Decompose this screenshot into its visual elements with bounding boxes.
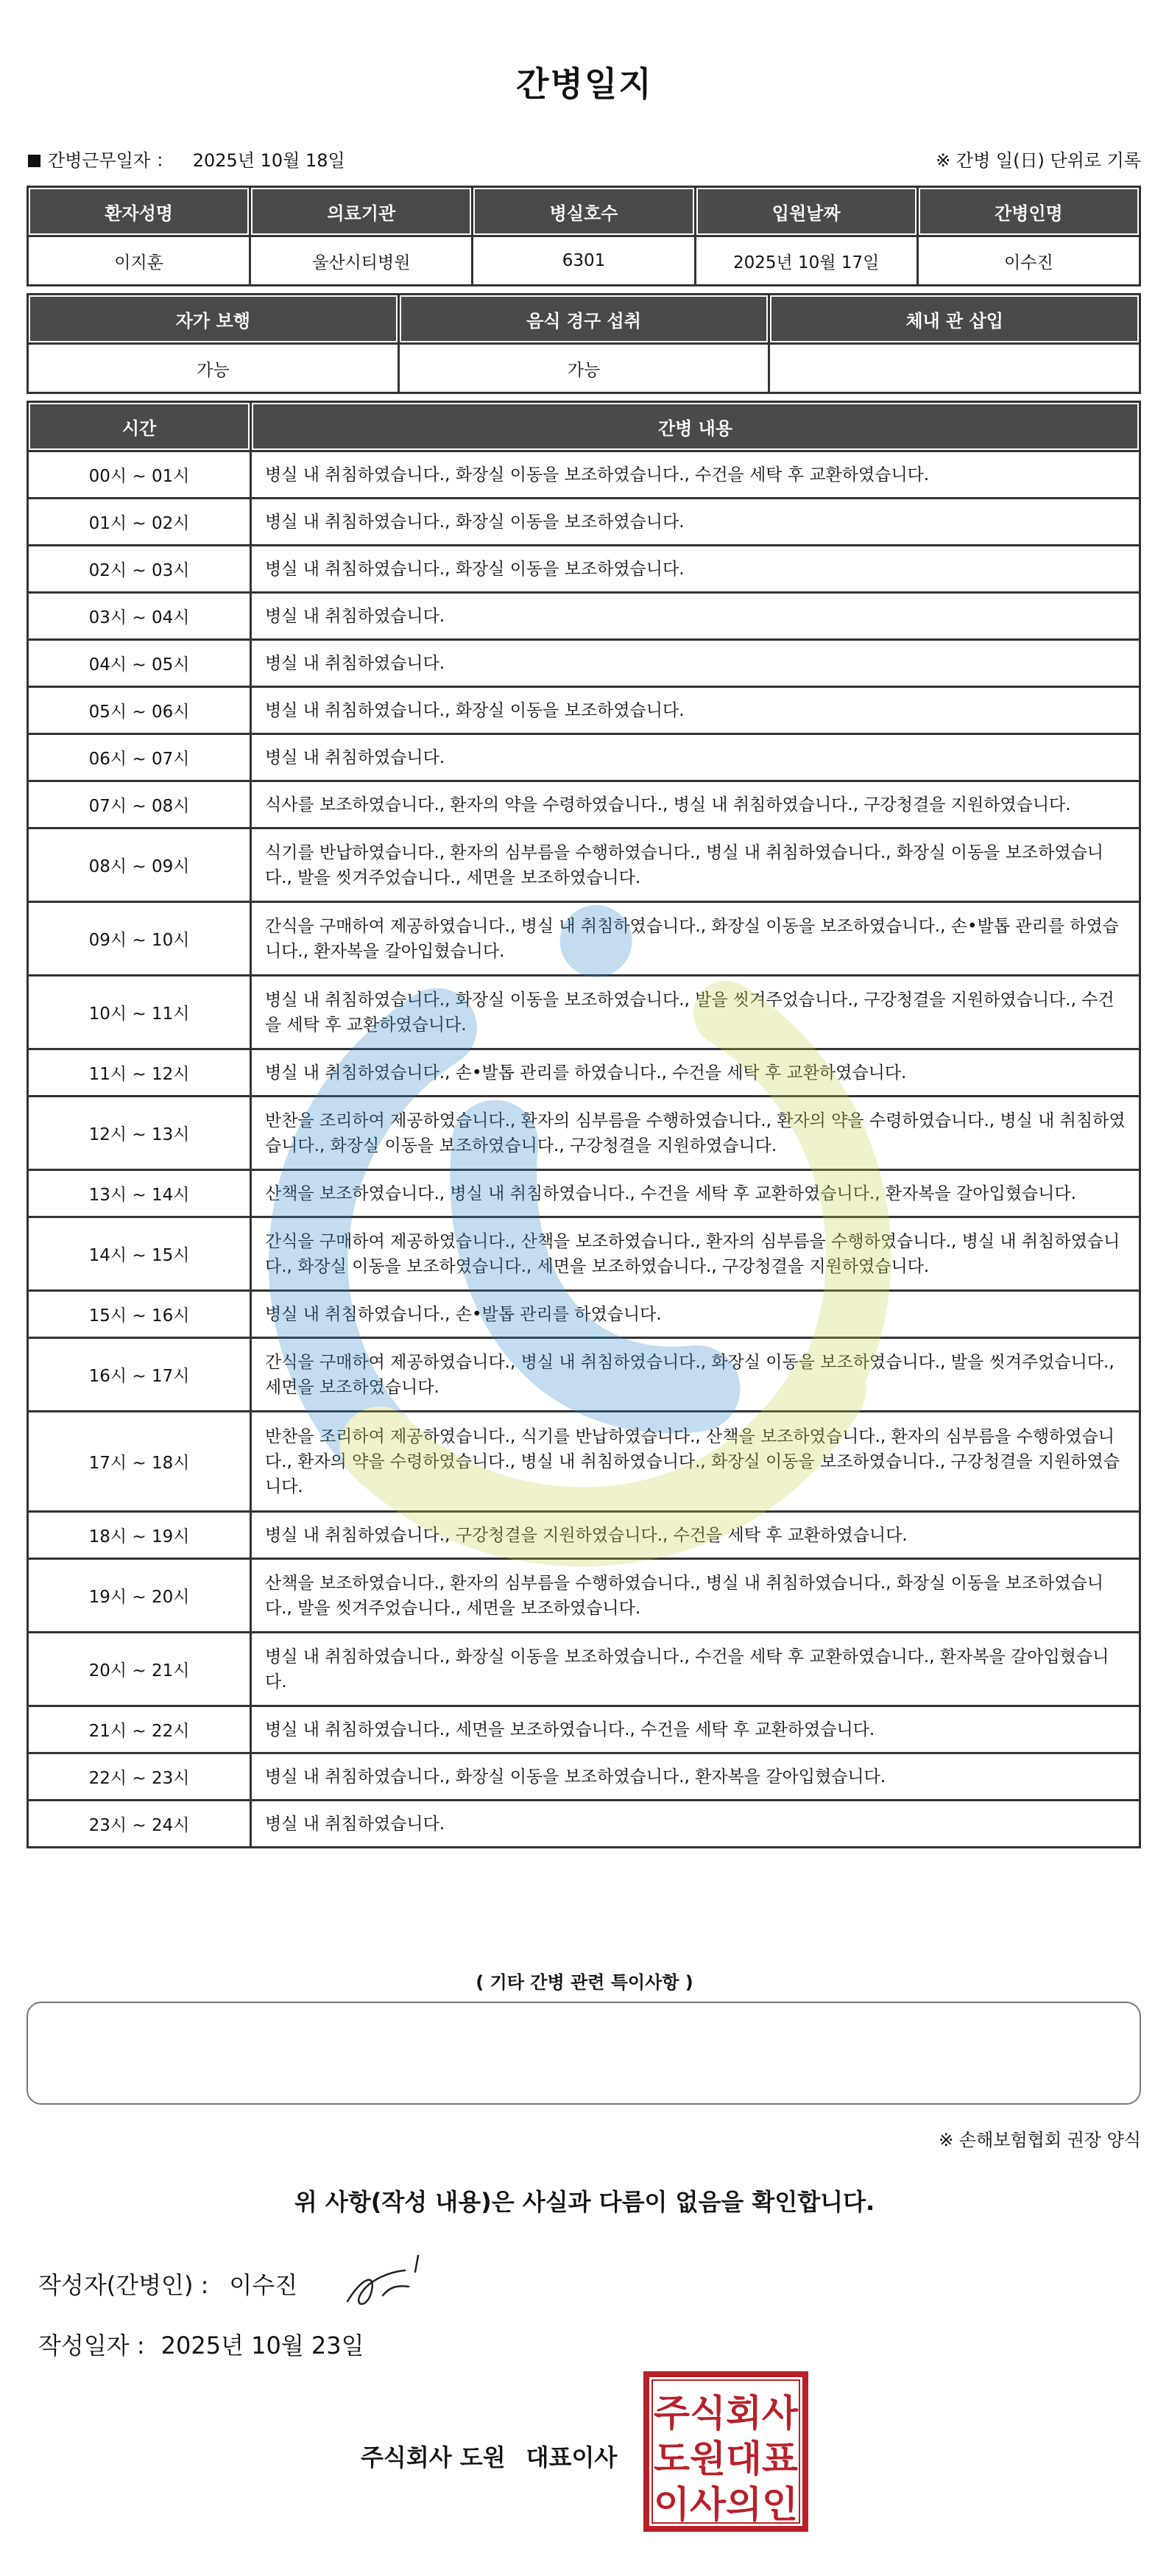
- tube-insertion-value: [769, 344, 1140, 393]
- log-time: 21시 ~ 22시: [28, 1706, 251, 1753]
- bullet-square-icon: [28, 155, 40, 167]
- log-time: 18시 ~ 19시: [28, 1512, 251, 1559]
- log-content: 반찬을 조리하여 제공하였습니다., 환자의 심부름을 수행하였습니다., 환자의 약을 수령하였습니다., 병실 내 취침하였습니다., 화장실 이동을 보조하였습니다., 구강청결을 지원하였습니다.: [251, 1097, 1140, 1170]
- log-content: 병실 내 취침하였습니다., 화장실 이동을 보조하였습니다.: [251, 499, 1140, 546]
- log-content: 식기를 반납하였습니다., 환자의 심부름을 수행하였습니다., 병실 내 취침하였습니다., 화장실 이동을 보조하였습니다., 발을 씻겨주었습니다., 세면을 보조하였습니다.: [251, 828, 1140, 902]
- patient-info-header: 환자성명: [28, 187, 250, 236]
- writer-label: 작성자(간병인) :: [38, 2271, 209, 2299]
- log-row: [28, 451, 1140, 499]
- log-row: [28, 1706, 1140, 1753]
- log-time: 19시 ~ 20시: [28, 1559, 251, 1633]
- svg-text:이사의인: 이사의인: [654, 2483, 798, 2526]
- log-time: 00시 ~ 01시: [28, 451, 251, 499]
- writer-name: 이수진: [229, 2271, 298, 2299]
- write-date-line: [38, 2327, 364, 2361]
- log-row: [28, 687, 1140, 734]
- log-header-time: 시간: [28, 402, 251, 451]
- log-header-content: 간병 내용: [251, 402, 1140, 451]
- log-content: 병실 내 취침하였습니다., 화장실 이동을 보조하였습니다., 수건을 세탁 후 교환하였습니다., 환자복을 갈아입혔습니다.: [251, 1633, 1140, 1706]
- status-header: 음식 경구 섭취: [398, 295, 769, 344]
- log-time: 10시 ~ 11시: [28, 976, 251, 1049]
- log-time: 11시 ~ 12시: [28, 1049, 251, 1097]
- title: 간병일지: [516, 64, 653, 104]
- log-content: 병실 내 취침하였습니다., 화장실 이동을 보조하였습니다.: [251, 687, 1140, 734]
- log-time: 23시 ~ 24시: [28, 1801, 251, 1848]
- log-row: [28, 828, 1140, 902]
- log-time: 01시 ~ 02시: [28, 499, 251, 546]
- log-content: 산책을 보조하였습니다., 병실 내 취침하였습니다., 수건을 세탁 후 교환하였습니다., 환자복을 갈아입혔습니다.: [251, 1170, 1140, 1217]
- log-time: 22시 ~ 23시: [28, 1753, 251, 1801]
- log-content: 병실 내 취침하였습니다., 화장실 이동을 보조하였습니다., 발을 씻겨주었습니다., 구강청결을 지원하였습니다., 수건을 세탁 후 교환하였습니다.: [251, 976, 1140, 1049]
- log-row: [28, 1291, 1140, 1338]
- log-row: [28, 1801, 1140, 1848]
- recommend-note: ※ 손해보험협회 권장 양식: [939, 2130, 1141, 2150]
- work-date-label: 간병근무일자 ：: [48, 150, 174, 171]
- patient-status-table: [27, 293, 1141, 394]
- write-date-value: 2025년 10월 23일: [160, 2332, 364, 2359]
- patient-name: 이지훈: [28, 236, 250, 286]
- work-date-value: 2025년 10월 18일: [192, 150, 345, 171]
- log-row: [28, 499, 1140, 546]
- log-content: 병실 내 취침하였습니다.: [251, 640, 1140, 687]
- log-content: 식사를 보조하였습니다., 환자의 약을 수령하였습니다., 병실 내 취침하였습니다., 구강청결을 지원하였습니다.: [251, 781, 1140, 828]
- log-row: [28, 593, 1140, 640]
- log-time: 20시 ~ 21시: [28, 1633, 251, 1706]
- log-row: [28, 1049, 1140, 1097]
- signature-image: [339, 2250, 438, 2316]
- caregiver-name: 이수진: [917, 236, 1140, 286]
- log-time: 02시 ~ 03시: [28, 546, 251, 593]
- log-row: [28, 734, 1140, 781]
- log-row: [28, 1559, 1140, 1633]
- log-row: [28, 1512, 1140, 1559]
- log-content: 병실 내 취침하였습니다.: [251, 593, 1140, 640]
- log-content: 병실 내 취침하였습니다., 화장실 이동을 보조하였습니다., 수건을 세탁 후 교환하였습니다.: [251, 451, 1140, 499]
- log-time: 13시 ~ 14시: [28, 1170, 251, 1217]
- log-time: 16시 ~ 17시: [28, 1338, 251, 1412]
- log-content: 병실 내 취침하였습니다., 화장실 이동을 보조하였습니다., 환자복을 갈아입혔습니다.: [251, 1753, 1140, 1801]
- company-line: [361, 2439, 617, 2473]
- log-content: 반찬을 조리하여 제공하였습니다., 식기를 반납하였습니다., 산책을 보조하였습니다., 환자의 심부름을 수행하였습니다., 환자의 약을 수령하였습니다., 병실 내 취침하였습니다., 화장실 이동을 보조하였습니다., 구강청결을 지원하였습니다.: [251, 1412, 1140, 1512]
- room-number: 6301: [473, 236, 695, 286]
- svg-text:주식회사: 주식회사: [654, 2392, 799, 2435]
- confirm-statement: 위 사항(작성 내용)은 사실과 다름이 없음을 확인합니다.: [294, 2188, 875, 2216]
- hospital-name: 울산시티병원: [250, 236, 473, 286]
- notes-box: [27, 2002, 1141, 2105]
- self-walking-value: 가능: [28, 344, 399, 393]
- work-date-line: [28, 146, 345, 172]
- company-name: 주식회사 도원: [361, 2443, 506, 2471]
- log-time: 06시 ~ 07시: [28, 734, 251, 781]
- log-content: 간식을 구매하여 제공하였습니다., 병실 내 취침하였습니다., 화장실 이동을 보조하였습니다., 손•발톱 관리를 하였습니다., 환자복을 갈아입혔습니다.: [251, 902, 1140, 976]
- log-content: 병실 내 취침하였습니다., 손•발톱 관리를 하였습니다.: [251, 1291, 1140, 1338]
- patient-info-header: 병실호수: [473, 187, 695, 236]
- log-content: 병실 내 취침하였습니다.: [251, 734, 1140, 781]
- log-row: [28, 546, 1140, 593]
- log-content: 병실 내 취침하였습니다., 손•발톱 관리를 하였습니다., 수건을 세탁 후 교환하였습니다.: [251, 1049, 1140, 1097]
- status-header: 체내 관 삽입: [769, 295, 1140, 344]
- log-time: 15시 ~ 16시: [28, 1291, 251, 1338]
- patient-info-header: 입원날짜: [695, 187, 917, 236]
- log-row: [28, 781, 1140, 828]
- log-time: 12시 ~ 13시: [28, 1097, 251, 1170]
- svg-text:도원대표: 도원대표: [654, 2438, 799, 2480]
- company-role: 대표이사: [526, 2443, 618, 2471]
- log-row: [28, 1170, 1140, 1217]
- log-row: [28, 1753, 1140, 1801]
- admission-date: 2025년 10월 17일: [695, 236, 917, 286]
- log-time: 09시 ~ 10시: [28, 902, 251, 976]
- log-content: 간식을 구매하여 제공하였습니다., 산책을 보조하였습니다., 환자의 심부름을 수행하였습니다., 병실 내 취침하였습니다., 화장실 이동을 보조하였습니다., 세면을 보조하였습니다., 구강청결을 지원하였습니다.: [251, 1217, 1140, 1291]
- log-content: 병실 내 취침하였습니다., 화장실 이동을 보조하였습니다.: [251, 546, 1140, 593]
- log-time: 08시 ~ 09시: [28, 828, 251, 902]
- log-row: [28, 976, 1140, 1049]
- log-content: 병실 내 취침하였습니다.: [251, 1801, 1140, 1848]
- log-row: [28, 902, 1140, 976]
- patient-info-table: [27, 186, 1141, 286]
- log-row: [28, 1338, 1140, 1412]
- log-row: [28, 1217, 1140, 1291]
- write-date-label: 작성일자 :: [38, 2332, 145, 2359]
- care-log-table: [27, 401, 1141, 1848]
- log-row: [28, 1097, 1140, 1170]
- log-content: 간식을 구매하여 제공하였습니다., 병실 내 취침하였습니다., 화장실 이동을 보조하였습니다., 발을 씻겨주었습니다., 세면을 보조하였습니다.: [251, 1338, 1140, 1412]
- log-time: 07시 ~ 08시: [28, 781, 251, 828]
- log-time: 05시 ~ 06시: [28, 687, 251, 734]
- oral-intake-value: 가능: [398, 344, 769, 393]
- log-time: 14시 ~ 15시: [28, 1217, 251, 1291]
- company-seal-stamp: [642, 2370, 810, 2533]
- notes-title: ( 기타 간병 관련 특이사항 ): [476, 1972, 693, 1993]
- log-row: [28, 1412, 1140, 1512]
- log-content: 병실 내 취침하였습니다., 세면을 보조하였습니다., 수건을 세탁 후 교환하였습니다.: [251, 1706, 1140, 1753]
- status-header: 자가 보행: [28, 295, 399, 344]
- log-time: 04시 ~ 05시: [28, 640, 251, 687]
- record-note: ※ 간병 일(日) 단위로 기록: [936, 150, 1141, 171]
- log-content: 병실 내 취침하였습니다., 구강청결을 지원하였습니다., 수건을 세탁 후 교환하였습니다.: [251, 1512, 1140, 1559]
- log-time: 17시 ~ 18시: [28, 1412, 251, 1512]
- log-content: 산책을 보조하였습니다., 환자의 심부름을 수행하였습니다., 병실 내 취침하였습니다., 화장실 이동을 보조하였습니다., 발을 씻겨주었습니다., 세면을 보조하였습니다.: [251, 1559, 1140, 1633]
- patient-info-header: 의료기관: [250, 187, 473, 236]
- log-row: [28, 1633, 1140, 1706]
- writer-line: [38, 2267, 297, 2301]
- log-time: 03시 ~ 04시: [28, 593, 251, 640]
- patient-info-header: 간병인명: [917, 187, 1140, 236]
- log-row: [28, 640, 1140, 687]
